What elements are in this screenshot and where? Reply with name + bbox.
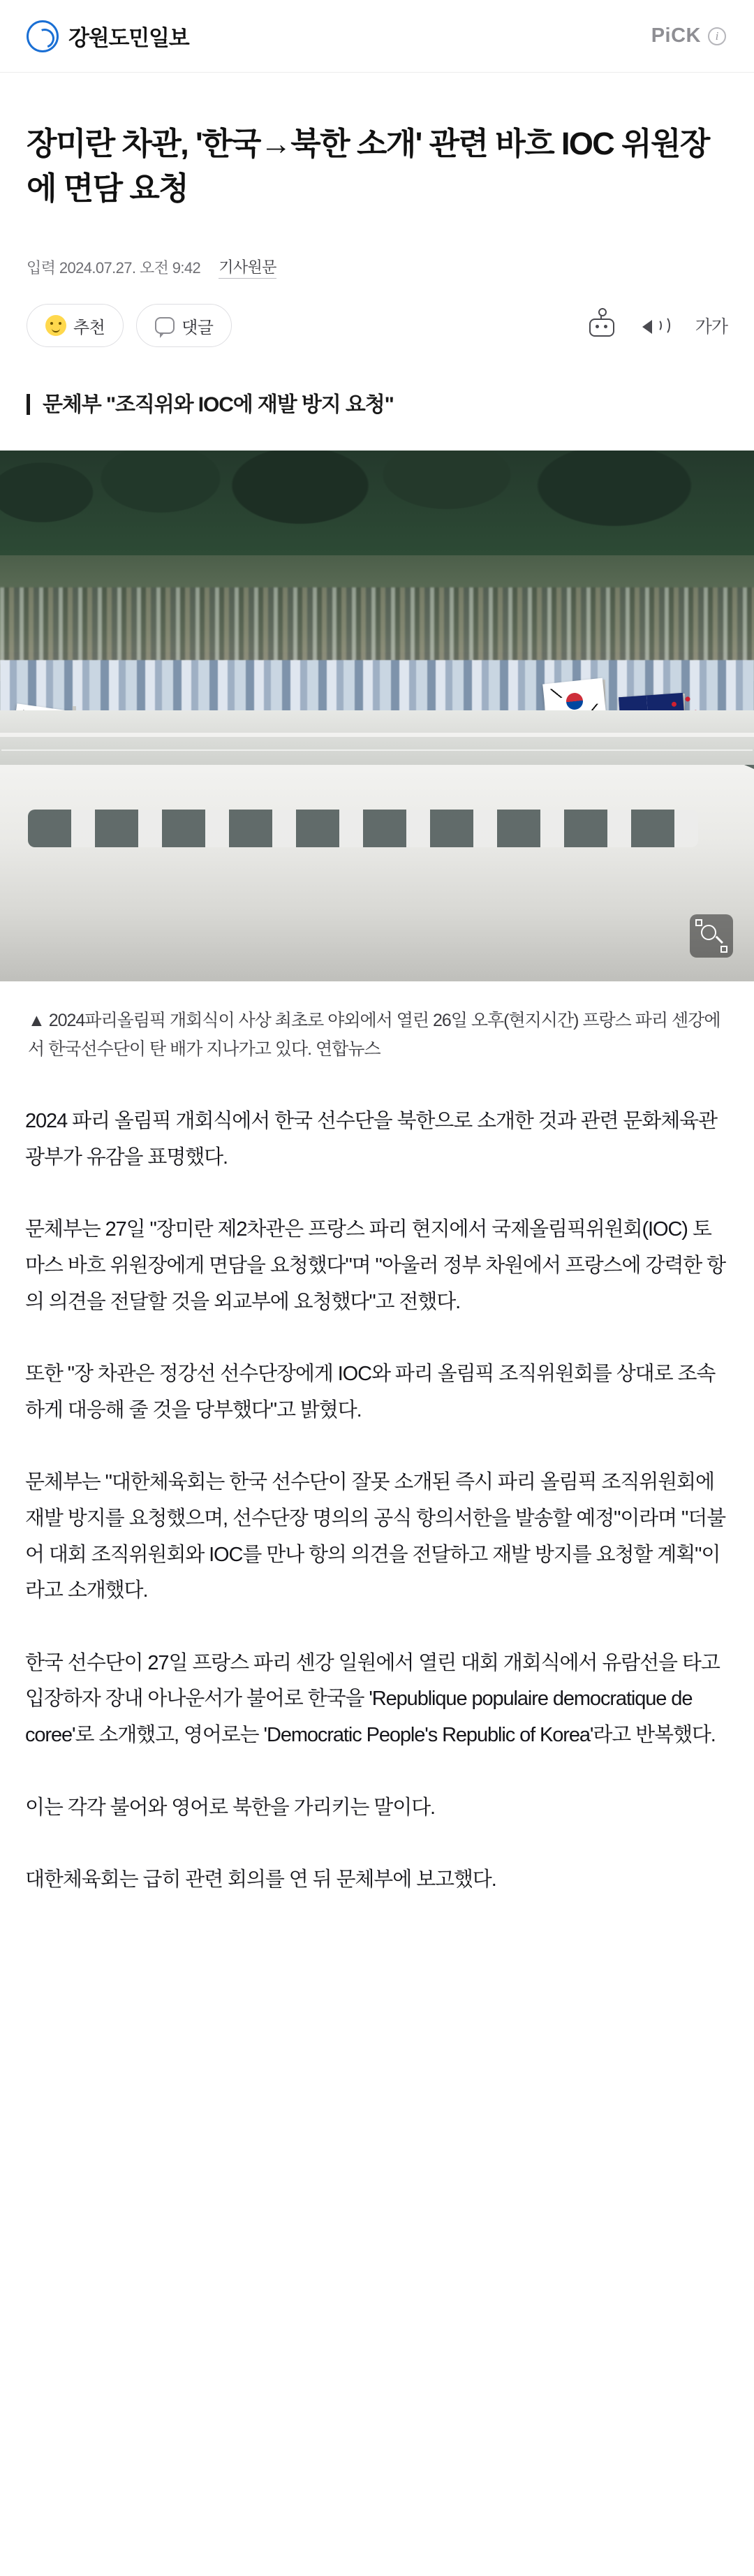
article-paragraph: 한국 선수단이 27일 프랑스 파리 센강 일원에서 열린 대회 개회식에서 유람선을 타고 입장하자 장내 아나운서가 불어로 한국을 'Republique populaire democratique de coree'로 소개했고, 영어로는 'Democratic People's Republic of Korea'라고 반복했다. (25, 1651, 720, 1746)
pick-label: PiCK (651, 24, 701, 47)
expand-image-icon[interactable] (690, 914, 733, 958)
article-photo[interactable] (0, 451, 754, 981)
published-date: 입력 2024.07.27. 오전 9:42 (27, 259, 201, 277)
page-title: 장미란 차관, '한국→북한 소개' 관련 바흐 IOC 위원장에 면담 요청 (27, 126, 709, 207)
circular-logo-icon (27, 20, 59, 52)
article-body (25, 1104, 729, 1940)
speech-bubble-icon (155, 317, 175, 334)
recommend-label: 추천 (73, 318, 105, 337)
publisher-brand[interactable] (27, 20, 188, 52)
photo-boat-rail (0, 733, 754, 737)
comment-button[interactable] (136, 304, 232, 347)
article-paragraph: 문체부는 27일 "장미란 제2차관은 프랑스 파리 현지에서 국제올림픽위원회(IOC) 토마스 바흐 위원장에게 면담을 요청했다"며 "아울러 정부 차원에서 프랑스에 강력한 항의 의견을 전달할 것을 외교부에 요청했다"고 전했다. (25, 1218, 726, 1313)
subhead-text: 문체부 "조직위와 IOC에 재발 방지 요청" (43, 393, 394, 417)
photo-boat (0, 751, 754, 981)
pick-badge[interactable] (651, 24, 726, 47)
action-toolbar (27, 304, 727, 347)
article-paragraph: 또한 "장 차관은 정강선 선수단장에게 IOC와 파리 올림픽 조직위원회를 상대로 조속하게 대응해 줄 것을 당부했다"고 밝혔다. (25, 1363, 716, 1421)
photo-boat-deck (0, 710, 754, 765)
photo-treeline (0, 451, 754, 555)
article-paragraph: 2024 파리 올림픽 개회식에서 한국 선수단을 북한으로 소개한 것과 관련 문화체육관광부가 유감을 표명했다. (25, 1110, 717, 1169)
comment-label: 댓글 (182, 318, 214, 337)
recommend-button[interactable] (27, 304, 124, 347)
photo-boat-windows (28, 810, 698, 847)
speaker-icon[interactable] (641, 310, 672, 341)
article-paragraph: 문체부는 "대한체육회는 한국 선수단이 잘못 소개된 즉시 파리 올림픽 조직위원회에 재발 방지를 요청했으며, 선수단장 명의의 공식 항의서한을 발송할 예정"이라며 "더불어 대회 조직위원회와 IOC를 만나 항의 의견을 전달하고 재발 방지를 요청할 계획"이라고 소개했다. (25, 1471, 726, 1602)
source-link[interactable]: 기사원문 (219, 256, 276, 279)
article-subhead (27, 390, 727, 420)
publisher-name: 강원도민일보 (68, 26, 189, 50)
font-size-button[interactable]: 가가 (695, 317, 727, 337)
top-bar (0, 0, 754, 73)
info-icon[interactable]: i (708, 27, 726, 45)
smiley-icon (45, 315, 66, 336)
article-meta (0, 232, 754, 279)
article-paragraph: 대한체육회는 급히 관련 회의를 연 뒤 문체부에 보고했다. (25, 1868, 496, 1891)
robot-icon[interactable] (586, 310, 617, 341)
photo-caption: ▲ 2024파리올림픽 개회식이 사상 최초로 야외에서 열린 26일 오후(현지시간) 프랑스 파리 센강에서 한국선수단이 탄 배가 지나가고 있다. 연합뉴스 (28, 1011, 720, 1059)
article-paragraph: 이는 각각 불어와 영어로 북한을 가리키는 말이다. (25, 1796, 435, 1819)
photo-crowd (0, 587, 754, 664)
subhead-bar (27, 394, 30, 415)
